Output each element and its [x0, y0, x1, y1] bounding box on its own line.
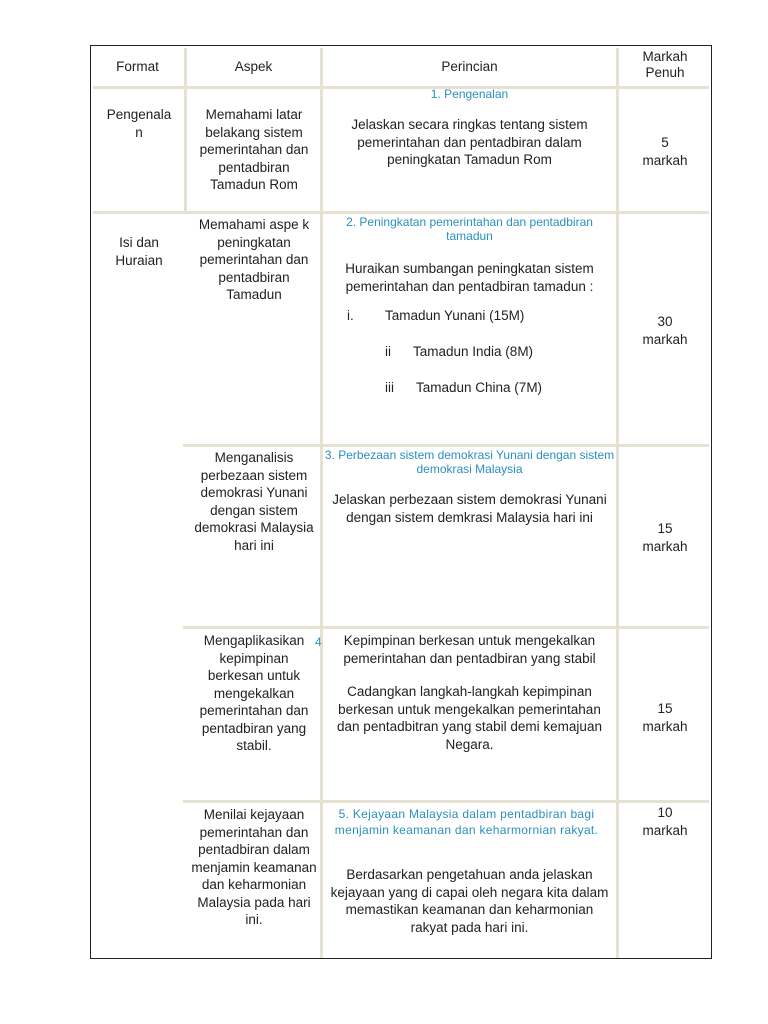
row2-aspek: Memahami aspe k peningkatan pemerintahan dan pentadbiran Tamadun	[198, 217, 310, 302]
row-divider	[183, 626, 709, 629]
row3-heading: 3. Perbezaan sistem demokrasi Yunani dengan sistem demokrasi Malaysia	[324, 448, 615, 476]
header-perincian: Perincian	[441, 59, 498, 74]
row2-detail: Huraikan sumbangan peningkatan sistem pemerintahan dan pentadbiran tamadun :	[345, 261, 594, 294]
row-divider	[183, 444, 709, 447]
row2-item-1-text: Tamadun Yunani (15M)	[385, 308, 525, 323]
row1-aspek: Memahami latar belakang sistem pemerintahan dan pentadbiran Tamadun Rom	[199, 107, 309, 192]
row4-aspek: Mengaplikasikan kepimpinan berkesan untuk mengekalkan pemerintahan dan pentadbiran yang stabil.	[199, 633, 309, 753]
row-divider	[183, 800, 709, 803]
header-markah-penuh: Markah Penuh	[642, 49, 688, 80]
row4-marks: 15 markah	[642, 701, 688, 734]
row4-heading: Kepimpinan berkesan untuk mengekalkan pemerintahan dan pentadbiran yang stabil	[343, 633, 596, 666]
header-format: Format	[116, 59, 159, 74]
row1-heading: 1. Pengenalan	[430, 87, 509, 101]
row2-item-2-text: Tamadun India (8M)	[413, 344, 534, 359]
row2-item-1-number: i.	[347, 308, 354, 323]
row4-number: 4	[315, 635, 322, 649]
row4-detail: Cadangkan langkah-langkah kepimpinan berkesan untuk mengekalkan pemerintahan dan pentadbitran yang stabil demi kemajuan Negara.	[337, 684, 602, 752]
row1-detail: Jelaskan secara ringkas tentang sistem pemerintahan dan pentadbiran dalam peningkatan Tamadun Rom	[351, 117, 588, 167]
row1-marks: 5 markah	[642, 135, 688, 168]
row1-format: Pengenala n	[106, 107, 172, 140]
row2-marks: 30 markah	[642, 314, 688, 347]
row2-heading: 2. Peningkatan pemerintahan dan pentadbiran tamadun	[346, 215, 593, 243]
row2-item-3-number: iii	[385, 380, 394, 395]
row5-marks: 10 markah	[642, 805, 688, 838]
assessment-table	[90, 45, 712, 959]
row5-aspek: Menilai kejayaan pemerintahan dan pentadbiran dalam menjamin keamanan dan keharmonian Malaysia pada hari ini.	[191, 807, 317, 927]
row5-detail: Berdasarkan pengetahuan anda jelaskan kejayaan yang di capai oleh negara kita dalam memastikan keamanan dan keharmonian rakyat pada hari ini.	[330, 867, 609, 935]
row3-marks: 15 markah	[642, 521, 688, 554]
row-divider	[93, 211, 709, 214]
row2-item-2-number: ii	[385, 344, 391, 359]
header-aspek: Aspek	[234, 59, 273, 74]
row5-heading: 5. Kejayaan Malaysia dalam pentadbiran bagi menjamin keamanan dan keharmornian rakyat.	[334, 807, 599, 837]
row3-detail: Jelaskan perbezaan sistem demokrasi Yunani dengan sistem demkrasi Malaysia hari ini	[332, 492, 607, 525]
row3-aspek: Menganalisis perbezaan sistem demokrasi Yunani dengan sistem demokrasi Malaysia hari ini	[194, 450, 314, 553]
row2-item-3-text: Tamadun China (7M)	[416, 380, 543, 395]
row2-format: Isi dan Huraian	[115, 235, 163, 268]
